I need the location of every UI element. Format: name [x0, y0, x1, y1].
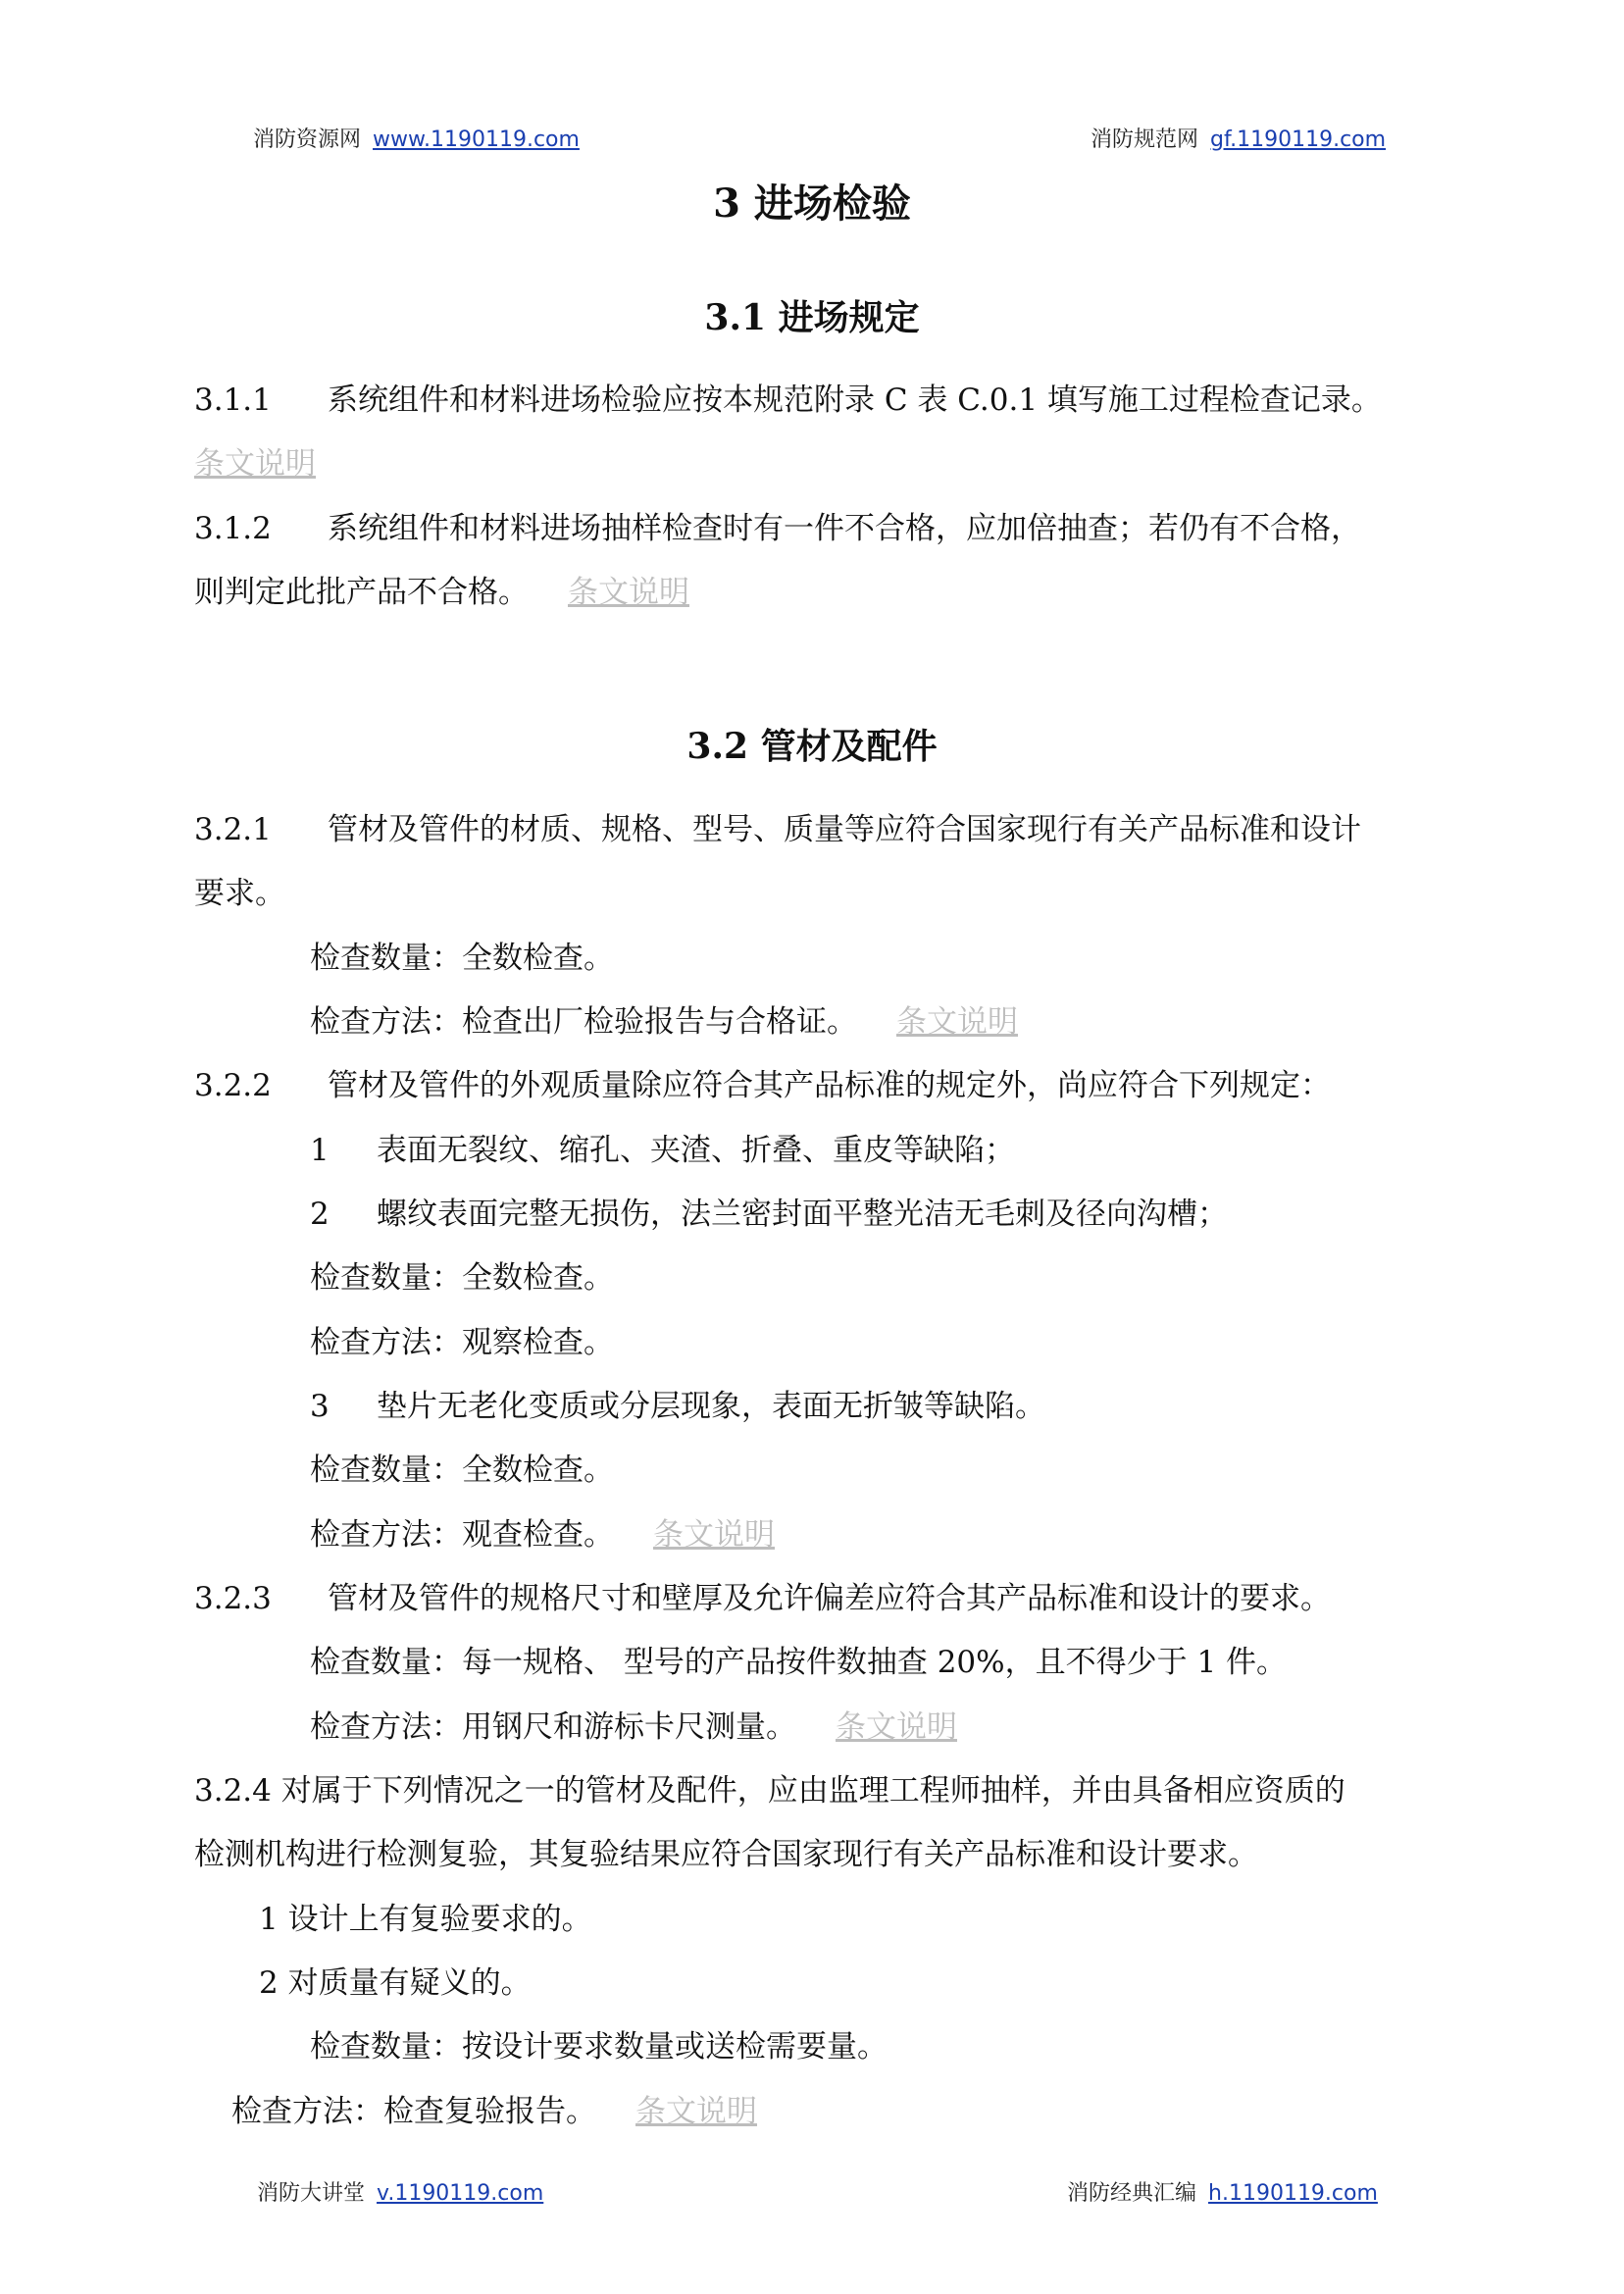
clause-note-link[interactable]: 条文说明 — [836, 1709, 957, 1745]
inspection-quantity: 检查数量：全数检查。 — [310, 1453, 614, 1488]
header-right-label: 消防规范网 — [1091, 127, 1199, 152]
list-item: 1 设计上有复验要求的。 — [259, 1902, 592, 1937]
inspection-method — [310, 1002, 1018, 1042]
clause-text: 要求。 — [194, 876, 285, 911]
inspection-method-text: 检查方法：用钢尺和游标卡尺测量。 — [310, 1709, 796, 1745]
clause-note-link[interactable]: 条文说明 — [194, 446, 316, 482]
inspection-quantity: 检查数量：全数检查。 — [310, 941, 614, 976]
inspection-method — [231, 2092, 757, 2131]
list-item-number: 3 — [310, 1389, 330, 1424]
clause-3-1-2 — [194, 509, 1361, 548]
clause-note-link[interactable]: 条文说明 — [653, 1517, 775, 1553]
clause-3-2-4: 3.2.4 对属于下列情况之一的管材及配件，应由监理工程师抽样，并由具备相应资质的 — [194, 1773, 1345, 1809]
header-right — [1091, 123, 1386, 153]
footer-left — [257, 2176, 543, 2207]
clause-text: 管材及管件的外观质量除应符合其产品标准的规定外，尚应符合下列规定： — [328, 1068, 1331, 1103]
clause-3-2-3 — [194, 1579, 1331, 1618]
footer-right-link[interactable]: h.1190119.com — [1208, 2181, 1378, 2206]
clause-3-2-1-cont — [194, 874, 285, 913]
clause-note-link[interactable]: 条文说明 — [635, 2094, 757, 2129]
footer-left-label: 消防大讲堂 — [257, 2181, 366, 2206]
clause-3-1-1 — [194, 381, 1382, 420]
clause-text: 系统组件和材料进场检验应按本规范附录 C 表 C.0.1 填写施工过程检查记录。 — [328, 382, 1382, 418]
clause-text: 则判定此批产品不合格。 — [194, 575, 529, 610]
list-item-text: 垫片无老化变质或分层现象，表面无折皱等缺陷。 — [377, 1389, 1045, 1424]
inspection-method: 检查方法：观察检查。 — [310, 1325, 614, 1360]
footer-right — [1067, 2176, 1378, 2207]
list-item-text: 螺纹表面完整无损伤，法兰密封面平整光洁无毛刺及径向沟槽； — [377, 1197, 1228, 1232]
footer-left-link[interactable]: v.1190119.com — [377, 2181, 544, 2206]
clause-note-link[interactable]: 条文说明 — [568, 575, 689, 610]
clause-number: 3.2.2 — [194, 1068, 272, 1103]
list-item-number: 1 — [310, 1133, 330, 1168]
clause-number: 3.2.3 — [194, 1581, 272, 1616]
list-item-text: 表面无裂纹、缩孔、夹渣、折叠、重皮等缺陷； — [377, 1133, 1015, 1168]
inspection-quantity: 检查数量：每一规格、 型号的产品按件数抽查 20%，且不得少于 1 件。 — [310, 1645, 1288, 1680]
header-right-link[interactable]: gf.1190119.com — [1210, 127, 1387, 152]
clause-note-link[interactable]: 条文说明 — [896, 1004, 1018, 1040]
list-item-number: 2 — [310, 1197, 330, 1232]
clause-text: 管材及管件的规格尺寸和壁厚及允许偏差应符合其产品标准和设计的要求。 — [328, 1581, 1331, 1616]
header-left-label: 消防资源网 — [253, 127, 362, 152]
inspection-method-text: 检查方法：观查检查。 — [310, 1517, 614, 1553]
header-left — [253, 123, 580, 153]
inspection-quantity: 检查数量：按设计要求数量或送检需要量。 — [310, 2029, 888, 2065]
inspection-method — [310, 1515, 775, 1555]
clause-text: 系统组件和材料进场抽样检查时有一件不合格，应加倍抽查；若仍有不合格， — [328, 511, 1361, 546]
clause-number: 3.1.1 — [194, 382, 272, 418]
clause-text: 管材及管件的材质、规格、型号、质量等应符合国家现行有关产品标准和设计 — [328, 812, 1361, 847]
clause-3-2-1 — [194, 810, 1361, 849]
inspection-method-text: 检查方法：检查出厂检验报告与合格证。 — [310, 1004, 857, 1040]
list-item: 2 对质量有疑义的。 — [259, 1965, 532, 2001]
section-3-2-title: 3.2 管材及配件 — [686, 726, 938, 767]
list-item — [310, 1195, 1228, 1234]
section-3-1-title: 3.1 进场规定 — [704, 297, 920, 338]
header-left-link[interactable]: www.1190119.com — [373, 127, 580, 152]
clause-3-2-4-cont: 检测机构进行检测复验，其复验结果应符合国家现行有关产品标准和设计要求。 — [194, 1837, 1258, 1872]
clause-3-1-1-note-line — [194, 444, 316, 484]
list-item — [310, 1387, 1045, 1426]
clause-number: 3.1.2 — [194, 511, 272, 546]
clause-3-1-2-cont — [194, 573, 689, 612]
clause-number: 3.2.1 — [194, 812, 272, 847]
clause-3-2-2 — [194, 1066, 1331, 1105]
chapter-title: 3 进场检验 — [713, 180, 911, 227]
inspection-method-text: 检查方法：检查复验报告。 — [231, 2094, 596, 2129]
list-item — [310, 1131, 1015, 1170]
inspection-quantity: 检查数量：全数检查。 — [310, 1260, 614, 1296]
footer-right-label: 消防经典汇编 — [1067, 2181, 1197, 2206]
inspection-method — [310, 1708, 957, 1747]
